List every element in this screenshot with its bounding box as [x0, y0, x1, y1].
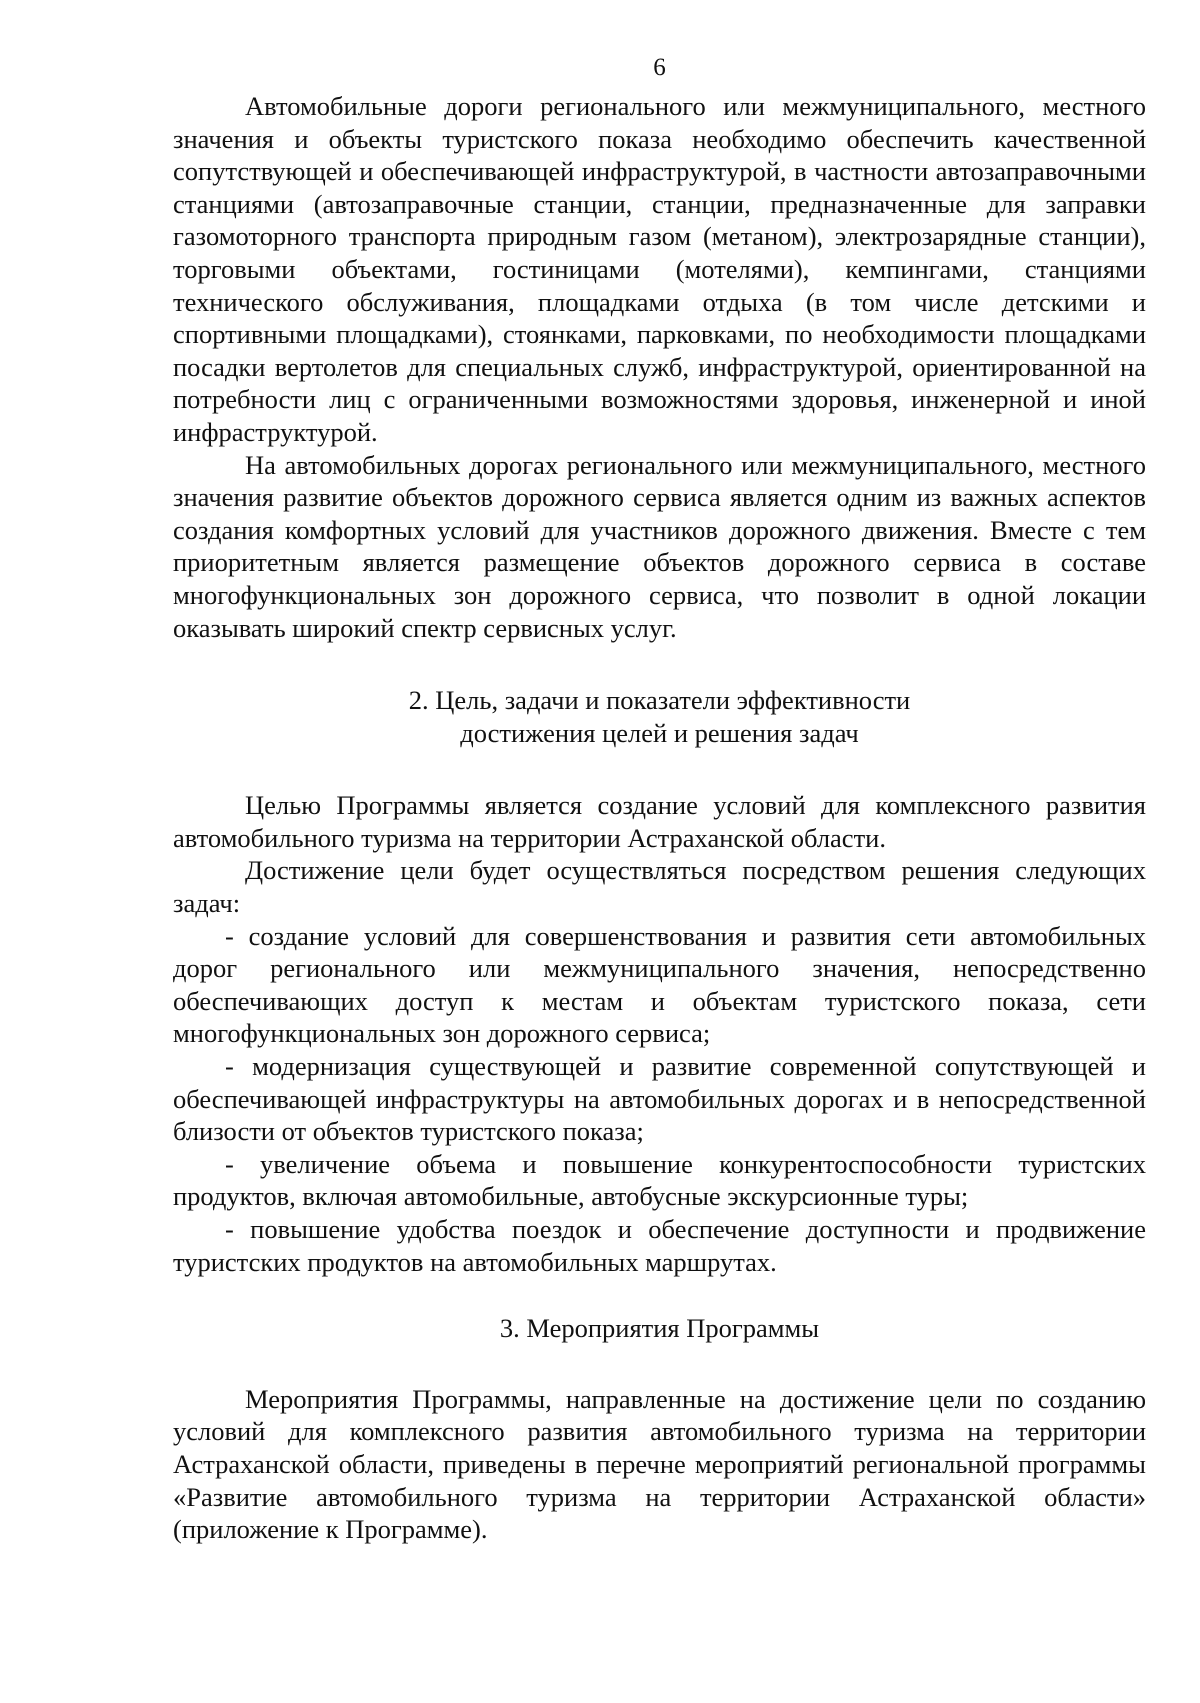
measures-paragraph: Мероприятия Программы, направленные на достижение цели по созданию условий для комплексного развития автомобильного туризма на территории Астраханской области, приведены в перечне мероприятий региональной программы «Развитие автомобильного туризма на территории Астраханской области» (приложение к Программе).: [173, 1383, 1146, 1545]
tasks-intro-paragraph: Достижение цели будет осуществляться посредством решения следующих задач:: [173, 855, 1146, 919]
document-page: [173, 50, 1146, 1546]
intro-paragraph-infrastructure: Автомобильные дороги регионального или межмуниципального, местного значения и объекты туристского показа необходимо обеспечить качественной сопутствующей и обеспечивающей инфраструктурой, в частности автозаправочными станциями (автозаправочные станции, станции, предназначенные для заправки газомоторного транспорта природным газом (метаном), электрозарядные станции), торговыми объектами, гостиницами (мотелями), кемпингами, станциями технического обслуживания, площадками отдыха (в том числе детскими и спортивными площадками), стоянками, парковками, по необходимости площадками посадки вертолетов для специальных служб, инфраструктурой, ориентированной на потребности лиц с ограниченными возможностями здоровья, инженерной и иной инфраструктурой.: [173, 91, 1146, 447]
page-number: 6: [653, 54, 666, 81]
spacer: [173, 749, 1146, 789]
task-item-1: - создание условий для совершенствования и развития сети автомобильных дорог регионального или межмуниципального значения, непосредственно обеспечивающих доступ к местам и объектам туристского показа, сети многофункциональных зон дорожного сервиса;: [173, 920, 1146, 1049]
spacer: [173, 1278, 1146, 1312]
spacer: [173, 644, 1146, 684]
section-2-heading: [173, 684, 1146, 749]
section-2-heading-line-2: достижения целей и решения задач: [460, 717, 859, 748]
goal-paragraph: Целью Программы является создание условий для комплексного развития автомобильного туризма на территории Астраханской области.: [173, 790, 1146, 853]
task-item-2: - модернизация существующей и развитие современной сопутствующей и обеспечивающей инфраструктуры на автомобильных дорогах и в непосредственной близости от объектов туристского показа;: [173, 1051, 1146, 1147]
task-item-4: - повышение удобства поездок и обеспечение доступности и продвижение туристских продуктов на автомобильных маршрутах.: [173, 1214, 1146, 1277]
intro-paragraph-road-service: На автомобильных дорогах регионального или межмуниципального, местного значения развитие объектов дорожного сервиса является одним из важных аспектов создания комфортных условий для участников дорожного движения. Вместе с тем приоритетным является размещение объектов дорожного сервиса в составе многофункциональных зон дорожного сервиса, что позволит в одной локации оказывать широкий спектр сервисных услуг.: [173, 449, 1146, 643]
section-3-heading: 3. Мероприятия Программы: [499, 1313, 820, 1344]
spacer: [173, 1345, 1146, 1383]
section-2-heading-line-1: 2. Цель, задачи и показатели эффективности: [408, 685, 911, 716]
task-item-3: - увеличение объема и повышение конкурентоспособности туристских продуктов, включая автомобильные, автобусные экскурсионные туры;: [173, 1148, 1146, 1212]
